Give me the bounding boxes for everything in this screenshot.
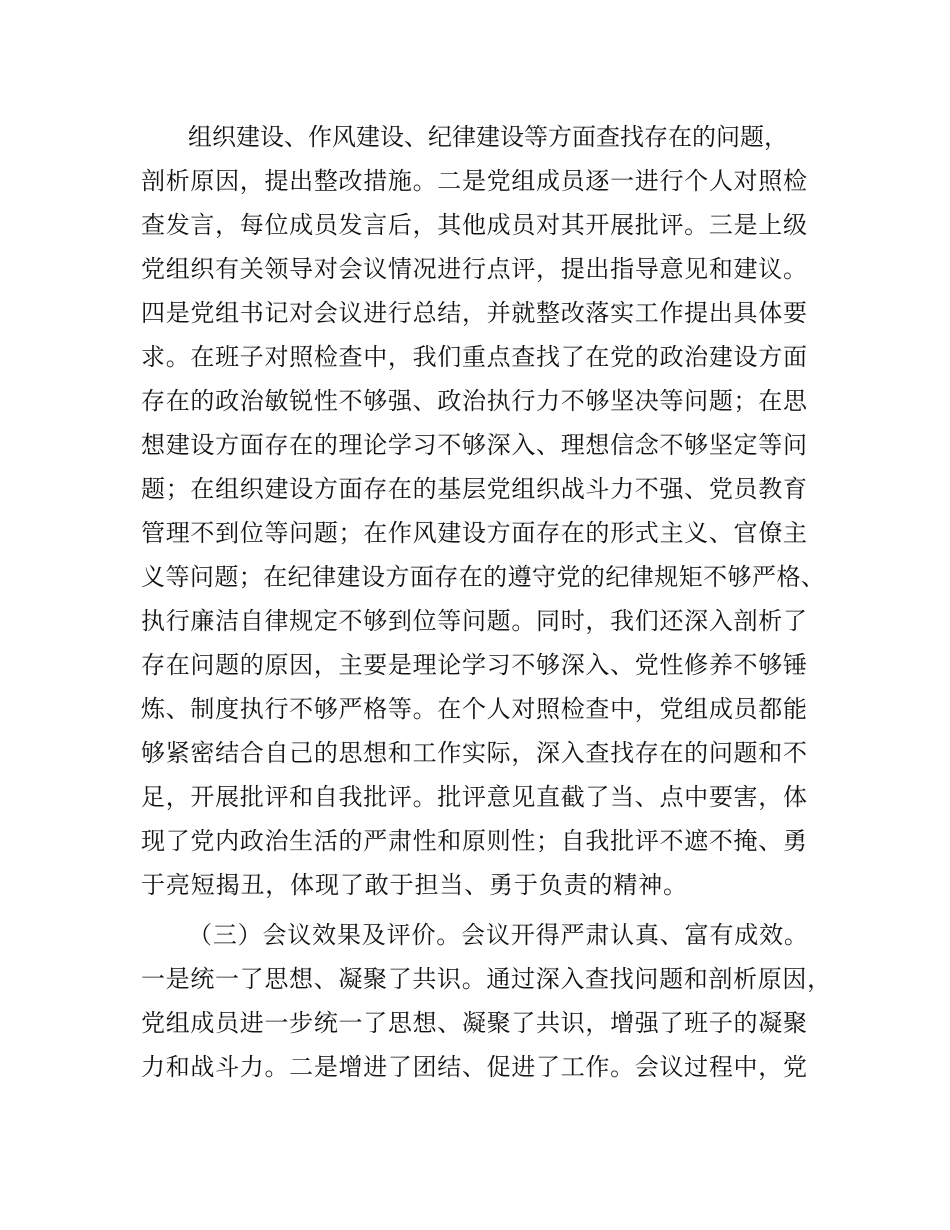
- text-line: 足，开展批评和自我批评。批评意见直截了当、点中要害，体: [141, 783, 808, 811]
- text-line: 炼、制度执行不够严格等。在个人对照检查中，党组成员都能: [141, 695, 808, 723]
- text-line: 党组成员进一步统一了思想、凝聚了共识，增强了班子的凝聚: [141, 1009, 808, 1037]
- text-line: 力和战斗力。二是增进了团结、促进了工作。会议过程中，党: [141, 1053, 808, 1081]
- text-line: 想建设方面存在的理论学习不够深入、理想信念不够坚定等问: [141, 431, 808, 459]
- text-line: 求。在班子对照检查中，我们重点查找了在党的政治建设方面: [141, 343, 808, 371]
- text-line: 剖析原因，提出整改措施。二是党组成员逐一进行个人对照检: [141, 167, 808, 195]
- text-line: 查发言，每位成员发言后，其他成员对其开展批评。三是上级: [141, 211, 808, 239]
- text-line: 四是党组书记对会议进行总结，并就整改落实工作提出具体要: [141, 299, 808, 327]
- text-line: 管理不到位等问题；在作风建设方面存在的形式主义、官僚主: [141, 519, 808, 547]
- text-line: （三）会议效果及评价。会议开得严肃认真、富有成效。: [188, 921, 809, 949]
- text-line: 党组织有关领导对会议情况进行点评，提出指导意见和建议。: [141, 255, 808, 283]
- text-line: 于亮短揭丑，体现了敢于担当、勇于负责的精神。: [141, 871, 688, 899]
- text-line: 存在的政治敏锐性不够强、政治执行力不够坚决等问题；在思: [141, 387, 808, 415]
- text-line: 义等问题；在纪律建设方面存在的遵守党的纪律规矩不够严格、: [141, 563, 826, 591]
- text-line: 组织建设、作风建设、纪律建设等方面查找存在的问题，: [188, 123, 788, 151]
- text-line: 够紧密结合自己的思想和工作实际，深入查找存在的问题和不: [141, 739, 808, 767]
- text-line: 现了党内政治生活的严肃性和原则性；自我批评不遮不掩、勇: [141, 827, 808, 855]
- text-line: 存在问题的原因，主要是理论学习不够深入、党性修养不够锤: [141, 651, 808, 679]
- text-line: 执行廉洁自律规定不够到位等问题。同时，我们还深入剖析了: [141, 607, 808, 635]
- text-line: 题；在组织建设方面存在的基层党组织战斗力不强、党员教育: [141, 475, 808, 503]
- text-line: 一是统一了思想、凝聚了共识。通过深入查找问题和剖析原因，: [141, 965, 832, 993]
